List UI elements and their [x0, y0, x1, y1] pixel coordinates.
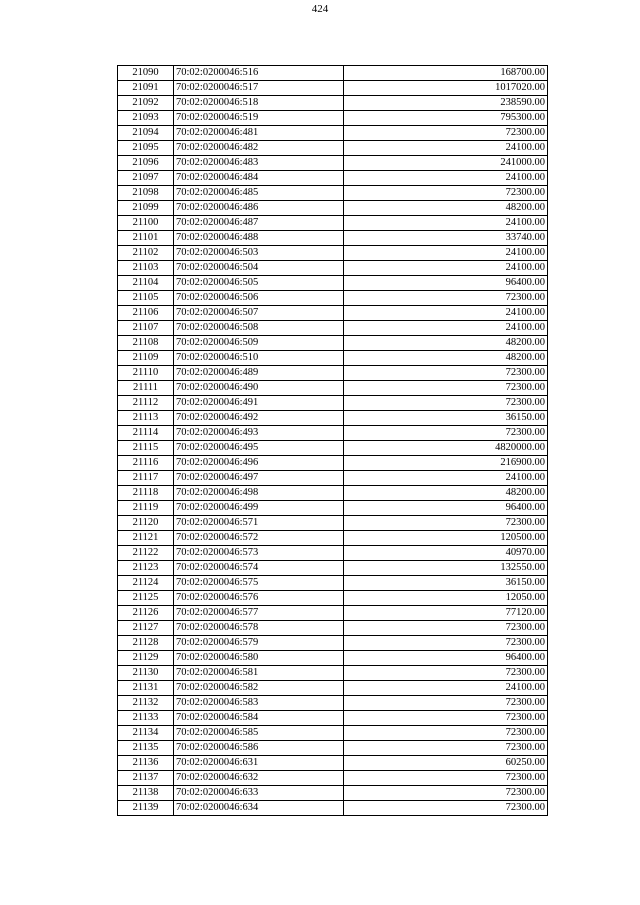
table-row [118, 666, 548, 681]
cadastral-number-cell: 70:02:0200046:508 [174, 321, 344, 336]
row-number-cell: 21108 [118, 336, 174, 351]
row-number-cell: 21115 [118, 441, 174, 456]
table-body [118, 66, 548, 816]
cadastral-value-cell: 238590.00 [344, 96, 548, 111]
cadastral-value-cell: 72300.00 [344, 666, 548, 681]
cadastral-value-cell: 96400.00 [344, 276, 548, 291]
table-row [118, 396, 548, 411]
row-number-cell: 21110 [118, 366, 174, 381]
table-row [118, 96, 548, 111]
cadastral-number-cell: 70:02:0200046:516 [174, 66, 344, 81]
cadastral-value-cell: 33740.00 [344, 231, 548, 246]
cadastral-number-cell: 70:02:0200046:504 [174, 261, 344, 276]
cadastral-value-cell: 795300.00 [344, 111, 548, 126]
cadastral-number-cell: 70:02:0200046:579 [174, 636, 344, 651]
cadastral-number-cell: 70:02:0200046:484 [174, 171, 344, 186]
table-row [118, 111, 548, 126]
cadastral-number-cell: 70:02:0200046:507 [174, 306, 344, 321]
table-row [118, 771, 548, 786]
table-row [118, 681, 548, 696]
cadastral-value-cell: 72300.00 [344, 366, 548, 381]
cadastral-value-cell: 24100.00 [344, 261, 548, 276]
cadastral-number-cell: 70:02:0200046:577 [174, 606, 344, 621]
row-number-cell: 21136 [118, 756, 174, 771]
row-number-cell: 21128 [118, 636, 174, 651]
cadastral-number-cell: 70:02:0200046:509 [174, 336, 344, 351]
cadastral-number-cell: 70:02:0200046:510 [174, 351, 344, 366]
cadastral-number-cell: 70:02:0200046:634 [174, 801, 344, 816]
cadastral-value-cell: 241000.00 [344, 156, 548, 171]
table-row [118, 576, 548, 591]
table-row [118, 411, 548, 426]
cadastral-number-cell: 70:02:0200046:485 [174, 186, 344, 201]
cadastral-number-cell: 70:02:0200046:495 [174, 441, 344, 456]
table-row [118, 501, 548, 516]
table-row [118, 201, 548, 216]
cadastral-value-cell: 36150.00 [344, 576, 548, 591]
cadastral-value-cell: 72300.00 [344, 126, 548, 141]
row-number-cell: 21111 [118, 381, 174, 396]
cadastral-number-cell: 70:02:0200046:578 [174, 621, 344, 636]
cadastral-value-cell: 48200.00 [344, 351, 548, 366]
cadastral-number-cell: 70:02:0200046:482 [174, 141, 344, 156]
table-row [118, 186, 548, 201]
cadastral-value-cell: 72300.00 [344, 291, 548, 306]
cadastral-value-cell: 132550.00 [344, 561, 548, 576]
table-row [118, 531, 548, 546]
row-number-cell: 21102 [118, 246, 174, 261]
row-number-cell: 21125 [118, 591, 174, 606]
table-row [118, 516, 548, 531]
cadastral-number-cell: 70:02:0200046:498 [174, 486, 344, 501]
table-row [118, 486, 548, 501]
cadastral-number-cell: 70:02:0200046:497 [174, 471, 344, 486]
cadastral-value-cell: 48200.00 [344, 336, 548, 351]
row-number-cell: 21107 [118, 321, 174, 336]
row-number-cell: 21137 [118, 771, 174, 786]
cadastral-value-cell: 24100.00 [344, 306, 548, 321]
row-number-cell: 21099 [118, 201, 174, 216]
cadastral-number-cell: 70:02:0200046:492 [174, 411, 344, 426]
row-number-cell: 21112 [118, 396, 174, 411]
row-number-cell: 21114 [118, 426, 174, 441]
row-number-cell: 21131 [118, 681, 174, 696]
table-row [118, 171, 548, 186]
row-number-cell: 21097 [118, 171, 174, 186]
cadastral-number-cell: 70:02:0200046:483 [174, 156, 344, 171]
cadastral-number-cell: 70:02:0200046:633 [174, 786, 344, 801]
cadastral-value-cell: 24100.00 [344, 471, 548, 486]
row-number-cell: 21094 [118, 126, 174, 141]
cadastral-number-cell: 70:02:0200046:585 [174, 726, 344, 741]
table-row [118, 216, 548, 231]
page-number: 424 [311, 3, 329, 15]
cadastral-number-cell: 70:02:0200046:518 [174, 96, 344, 111]
cadastral-number-cell: 70:02:0200046:488 [174, 231, 344, 246]
table-row [118, 261, 548, 276]
table-row [118, 591, 548, 606]
cadastral-value-cell: 24100.00 [344, 321, 548, 336]
table-row [118, 156, 548, 171]
row-number-cell: 21133 [118, 711, 174, 726]
row-number-cell: 21100 [118, 216, 174, 231]
cadastral-number-cell: 70:02:0200046:493 [174, 426, 344, 441]
table-row [118, 636, 548, 651]
table-row [118, 81, 548, 96]
cadastral-value-cell: 24100.00 [344, 171, 548, 186]
table-row [118, 231, 548, 246]
cadastral-value-cell: 72300.00 [344, 741, 548, 756]
cadastral-value-cell: 72300.00 [344, 786, 548, 801]
table-row [118, 336, 548, 351]
row-number-cell: 21119 [118, 501, 174, 516]
cadastral-value-cell: 72300.00 [344, 696, 548, 711]
cadastral-number-cell: 70:02:0200046:574 [174, 561, 344, 576]
cadastral-number-cell: 70:02:0200046:586 [174, 741, 344, 756]
table-row [118, 696, 548, 711]
cadastral-number-cell: 70:02:0200046:584 [174, 711, 344, 726]
cadastral-number-cell: 70:02:0200046:573 [174, 546, 344, 561]
cadastral-value-cell: 24100.00 [344, 216, 548, 231]
cadastral-number-cell: 70:02:0200046:572 [174, 531, 344, 546]
cadastral-value-cell: 96400.00 [344, 651, 548, 666]
cadastral-value-cell: 72300.00 [344, 801, 548, 816]
row-number-cell: 21132 [118, 696, 174, 711]
cadastral-number-cell: 70:02:0200046:581 [174, 666, 344, 681]
cadastral-value-cell: 72300.00 [344, 426, 548, 441]
table-row [118, 741, 548, 756]
cadastral-value-cell: 72300.00 [344, 726, 548, 741]
row-number-cell: 21101 [118, 231, 174, 246]
table-row [118, 126, 548, 141]
cadastral-number-cell: 70:02:0200046:490 [174, 381, 344, 396]
row-number-cell: 21109 [118, 351, 174, 366]
table-row [118, 366, 548, 381]
table-row [118, 651, 548, 666]
cadastral-value-cell: 72300.00 [344, 381, 548, 396]
row-number-cell: 21117 [118, 471, 174, 486]
cadastral-value-cell: 168700.00 [344, 66, 548, 81]
table-row [118, 351, 548, 366]
cadastral-value-cell: 72300.00 [344, 771, 548, 786]
cadastral-number-cell: 70:02:0200046:632 [174, 771, 344, 786]
table-row [118, 711, 548, 726]
table-row [118, 141, 548, 156]
cadastral-value-cell: 72300.00 [344, 636, 548, 651]
table-row [118, 606, 548, 621]
row-number-cell: 21126 [118, 606, 174, 621]
row-number-cell: 21122 [118, 546, 174, 561]
row-number-cell: 21129 [118, 651, 174, 666]
row-number-cell: 21092 [118, 96, 174, 111]
table-row [118, 381, 548, 396]
table-row [118, 441, 548, 456]
row-number-cell: 21090 [118, 66, 174, 81]
row-number-cell: 21116 [118, 456, 174, 471]
row-number-cell: 21091 [118, 81, 174, 96]
cadastral-value-cell: 24100.00 [344, 681, 548, 696]
cadastral-value-cell: 72300.00 [344, 516, 548, 531]
row-number-cell: 21095 [118, 141, 174, 156]
table-row [118, 561, 548, 576]
cadastral-value-cell: 60250.00 [344, 756, 548, 771]
cadastral-value-cell: 72300.00 [344, 396, 548, 411]
row-number-cell: 21134 [118, 726, 174, 741]
table-row [118, 786, 548, 801]
row-number-cell: 21093 [118, 111, 174, 126]
table-row [118, 621, 548, 636]
row-number-cell: 21130 [118, 666, 174, 681]
table-row [118, 471, 548, 486]
cadastral-value-cell: 216900.00 [344, 456, 548, 471]
cadastral-number-cell: 70:02:0200046:486 [174, 201, 344, 216]
row-number-cell: 21106 [118, 306, 174, 321]
cadastral-number-cell: 70:02:0200046:517 [174, 81, 344, 96]
cadastral-number-cell: 70:02:0200046:503 [174, 246, 344, 261]
row-number-cell: 21104 [118, 276, 174, 291]
cadastral-number-cell: 70:02:0200046:519 [174, 111, 344, 126]
table-row [118, 246, 548, 261]
row-number-cell: 21098 [118, 186, 174, 201]
cadastral-value-table [117, 65, 548, 816]
row-number-cell: 21139 [118, 801, 174, 816]
cadastral-value-cell: 72300.00 [344, 621, 548, 636]
cadastral-value-cell: 72300.00 [344, 711, 548, 726]
cadastral-number-cell: 70:02:0200046:499 [174, 501, 344, 516]
table-row [118, 726, 548, 741]
row-number-cell: 21123 [118, 561, 174, 576]
cadastral-number-cell: 70:02:0200046:481 [174, 126, 344, 141]
row-number-cell: 21105 [118, 291, 174, 306]
cadastral-number-cell: 70:02:0200046:505 [174, 276, 344, 291]
cadastral-number-cell: 70:02:0200046:571 [174, 516, 344, 531]
cadastral-number-cell: 70:02:0200046:582 [174, 681, 344, 696]
cadastral-value-cell: 4820000.00 [344, 441, 548, 456]
cadastral-value-cell: 36150.00 [344, 411, 548, 426]
row-number-cell: 21135 [118, 741, 174, 756]
cadastral-value-cell: 77120.00 [344, 606, 548, 621]
cadastral-value-cell: 40970.00 [344, 546, 548, 561]
cadastral-value-cell: 24100.00 [344, 246, 548, 261]
table-row [118, 801, 548, 816]
row-number-cell: 21121 [118, 531, 174, 546]
cadastral-number-cell: 70:02:0200046:580 [174, 651, 344, 666]
table-row [118, 546, 548, 561]
row-number-cell: 21113 [118, 411, 174, 426]
cadastral-number-cell: 70:02:0200046:575 [174, 576, 344, 591]
cadastral-value-cell: 96400.00 [344, 501, 548, 516]
table-row [118, 426, 548, 441]
table-row [118, 321, 548, 336]
cadastral-value-cell: 120500.00 [344, 531, 548, 546]
row-number-cell: 21103 [118, 261, 174, 276]
row-number-cell: 21118 [118, 486, 174, 501]
table-row [118, 456, 548, 471]
table-row [118, 756, 548, 771]
cadastral-number-cell: 70:02:0200046:631 [174, 756, 344, 771]
table-row [118, 306, 548, 321]
cadastral-number-cell: 70:02:0200046:496 [174, 456, 344, 471]
cadastral-number-cell: 70:02:0200046:487 [174, 216, 344, 231]
row-number-cell: 21124 [118, 576, 174, 591]
table-row [118, 291, 548, 306]
cadastral-number-cell: 70:02:0200046:489 [174, 366, 344, 381]
cadastral-value-cell: 72300.00 [344, 186, 548, 201]
table-row [118, 66, 548, 81]
table-row [118, 276, 548, 291]
row-number-cell: 21138 [118, 786, 174, 801]
row-number-cell: 21120 [118, 516, 174, 531]
cadastral-value-cell: 24100.00 [344, 141, 548, 156]
cadastral-value-cell: 48200.00 [344, 486, 548, 501]
cadastral-value-cell: 48200.00 [344, 201, 548, 216]
cadastral-number-cell: 70:02:0200046:491 [174, 396, 344, 411]
cadastral-number-cell: 70:02:0200046:576 [174, 591, 344, 606]
cadastral-value-cell: 1017020.00 [344, 81, 548, 96]
row-number-cell: 21127 [118, 621, 174, 636]
cadastral-number-cell: 70:02:0200046:506 [174, 291, 344, 306]
cadastral-number-cell: 70:02:0200046:583 [174, 696, 344, 711]
row-number-cell: 21096 [118, 156, 174, 171]
cadastral-value-cell: 12050.00 [344, 591, 548, 606]
